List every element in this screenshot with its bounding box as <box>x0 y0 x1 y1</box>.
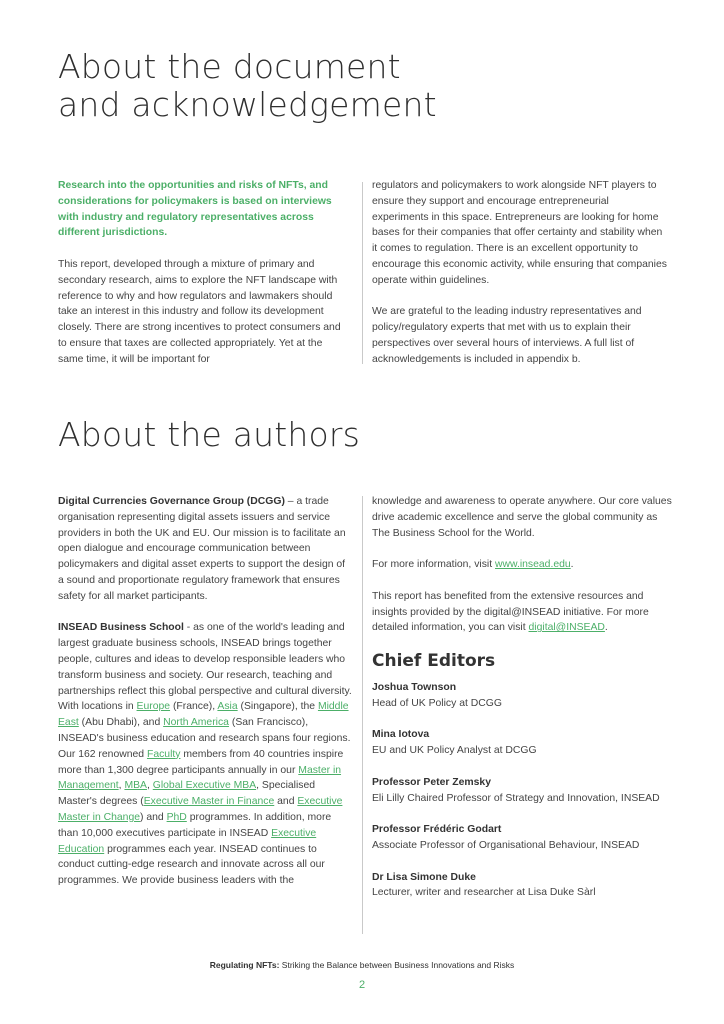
dcgg-text: – a trade organisation representing digital assets issuers and service providers in both the UK and EU. Our mission is to facilitate an open dialogue and encourage communication between policymakers and digital asset experts to support the design of a sound and proportionate regulatory framework that ensures safety for all market participants. <box>58 496 346 602</box>
insead-text: programmes. In addition, more than 10,000 executives participate in INSEAD <box>58 811 332 839</box>
editor-entry <box>372 870 672 902</box>
insead-text: (France), <box>170 701 218 713</box>
more-info-text: For more information, visit <box>372 559 495 571</box>
insead-text: ) and <box>140 811 167 823</box>
lead-paragraph: Research into the opportunities and risks of NFTs, and considerations for policymakers is based on interviews with industry and regulatory representatives across different jurisdictions. <box>58 180 332 239</box>
column-divider <box>362 496 363 934</box>
column-divider <box>362 182 363 364</box>
more-info-end: . <box>570 559 574 571</box>
editor-role: Head of UK Policy at DCGG <box>372 697 502 709</box>
insead-name: INSEAD Business School <box>58 622 184 634</box>
document-paragraph-2: We are grateful to the leading industry representatives and policy/regulatory experts that met with us to explain their perspectives over several hours of interviews. A full list of acknowledgements is included in appendix b. <box>372 306 642 365</box>
editor-role: EU and UK Policy Analyst at DCGG <box>372 745 537 757</box>
editor-name: Mina Iotova <box>372 729 430 741</box>
editor-entry <box>372 822 672 854</box>
title-line-1: About the document <box>58 47 401 86</box>
insead-text: , <box>146 780 153 792</box>
footer-title-bold: Regulating NFTs: <box>209 960 280 970</box>
link-asia[interactable]: Asia <box>217 701 238 713</box>
editor-name: Professor Peter Zemsky <box>372 776 491 788</box>
insead-text: - as one of the world's leading and largest graduate business schools, INSEAD brings together people, cultures and ideas to develop responsible leaders who transform business and society. Our research, teaching and partnerships reflect this global perspective and cultural diversity. With locations in <box>58 622 352 713</box>
chief-editors-heading: Chief Editors <box>372 651 496 672</box>
section-title-authors: About the authors <box>58 415 361 454</box>
insead-text: (Singapore), the <box>237 701 318 713</box>
editor-role: Lecturer, writer and researcher at Lisa Duke Sàrl <box>372 887 596 899</box>
link-executive-master-finance[interactable]: Executive Master in Finance <box>143 796 275 808</box>
benefit-paragraph <box>372 589 672 636</box>
link-executive-master-change[interactable]: Executive Master in Change <box>58 796 343 823</box>
insead-text: (Abu Dhabi), and <box>78 717 164 729</box>
editor-name: Professor Frédéric Godart <box>372 824 502 836</box>
page-number: 2 <box>358 979 366 991</box>
benefit-text: This report has benefited from the extensive resources and insights provided by the digital@INSEAD initiative. For more detailed information, you can visit <box>372 590 649 634</box>
insead-text: , <box>118 780 125 792</box>
insead-text: members from 40 countries inspire more than 1,300 degree participants annually in our <box>58 748 344 776</box>
section-title-document <box>58 48 437 124</box>
document-col-right <box>372 178 668 368</box>
link-faculty[interactable]: Faculty <box>146 748 181 760</box>
document-paragraph-1-continued: regulators and policymakers to work alongside NFT players to ensure they support and encourage entrepreneurial experiments in this space. Entrepreneurs are looking for home bases for their companies that offer certainty and stability when it comes to regulation. There is an excellent opportunity to encourage this economic activity, while ensuring that companies operate within guidelines. <box>372 180 667 286</box>
editor-entry <box>372 680 672 712</box>
authors-col-left <box>58 494 352 938</box>
footer-title-rest: Striking the Balance between Business Innovations and Risks <box>279 960 515 970</box>
dcgg-name: Digital Currencies Governance Group (DCGG) <box>58 496 285 507</box>
link-mba[interactable]: MBA <box>124 780 147 792</box>
insead-text: and <box>274 796 298 808</box>
editor-entry <box>372 727 672 759</box>
editor-name: Dr Lisa Simone Duke <box>372 871 476 883</box>
editor-entry <box>372 775 672 807</box>
title-line-2: and acknowledgement <box>58 85 437 124</box>
link-europe[interactable]: Europe <box>136 701 171 713</box>
more-info-paragraph <box>372 557 672 573</box>
dcgg-paragraph <box>58 494 352 605</box>
editor-role: Eli Lilly Chaired Professor of Strategy and Innovation, INSEAD <box>372 792 660 804</box>
link-insead-website[interactable]: www.insead.edu <box>495 559 571 571</box>
link-phd[interactable]: PhD <box>166 811 187 823</box>
insead-text: (San Francisco), INSEAD's business education and research spans four regions. Our 162 renowned <box>58 717 351 760</box>
document-col-left <box>58 178 350 368</box>
benefit-end: . <box>604 622 608 634</box>
footer <box>0 960 724 970</box>
link-master-in-management[interactable]: Master in Management <box>58 764 342 792</box>
editor-name: Joshua Townson <box>372 681 457 693</box>
link-executive-education[interactable]: Executive Education <box>58 827 317 855</box>
insead-paragraph <box>58 620 352 889</box>
insead-paragraph-continued: knowledge and awareness to operate anywhere. Our core values drive academic excellence and serve the global community as The Business School for the World. <box>372 496 672 539</box>
insead-text: , Specialised Master's degrees ( <box>58 780 316 808</box>
authors-col-right <box>372 494 672 938</box>
insead-text: programmes each year. INSEAD continues to conduct cutting-edge research and innovate across all our programmes. We provide business leaders with the <box>58 843 325 887</box>
chief-editors-list <box>372 680 672 901</box>
link-middle-east[interactable]: Middle East <box>58 701 349 729</box>
link-global-executive-mba[interactable]: Global Executive MBA <box>152 780 257 792</box>
link-north-america[interactable]: North America <box>163 717 229 729</box>
document-paragraph-1: This report, developed through a mixture of primary and secondary research, aims to explore the NFT landscape with reference to why and how regulators and lawmakers should take an interest in this industry and follow its development closely. There are strong incentives to protect consumers and to ensure that taxes are collected appropriately. Yet at the same time, it will be important for <box>58 258 341 365</box>
link-digital-insead[interactable]: digital@INSEAD <box>528 622 605 634</box>
editor-role: Associate Professor of Organisational Behaviour, INSEAD <box>372 839 640 851</box>
